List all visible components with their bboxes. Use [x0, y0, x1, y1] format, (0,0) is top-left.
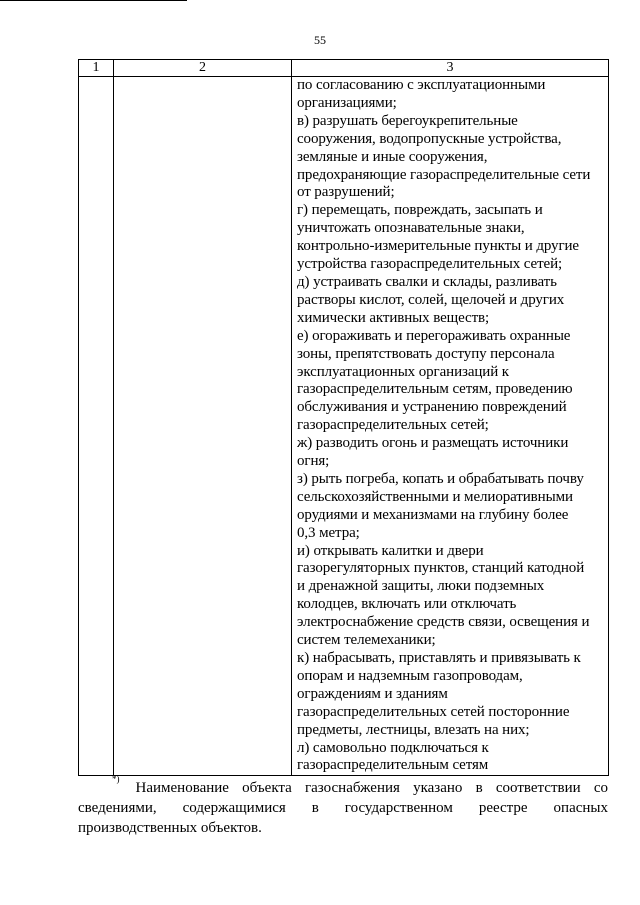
- column-header-2: 2: [114, 60, 292, 77]
- text-line: сельскохозяйственными и мелиоративными: [297, 488, 573, 505]
- text-line: огня;: [297, 453, 330, 470]
- text-line: колодцев, включать или отключать: [297, 596, 517, 613]
- footnote-marker: *): [112, 774, 120, 784]
- text-line: сооружения, водопропускные устройства,: [297, 130, 562, 147]
- text-line: л) самовольно подключаться к: [297, 739, 489, 756]
- text-line: газораспределительным сетям: [297, 757, 489, 774]
- text-line: от разрушений;: [297, 184, 395, 201]
- footnote-line-1: [78, 774, 608, 798]
- text-line: по согласованию с эксплуатационными: [297, 77, 546, 93]
- text-line: и) открывать калитки и двери: [297, 542, 484, 559]
- text-line: и дренажной защиты, люки подземных: [297, 578, 545, 595]
- requirements-table: [78, 59, 609, 776]
- footnote-line-1-text: Наименование объекта газоснабжения указано в соответствии со: [135, 780, 608, 796]
- column-header-1: 1: [79, 60, 114, 77]
- text-line: е) огораживать и перегораживать охранные: [297, 327, 571, 344]
- footnote-line-3: производственных объектов.: [78, 820, 262, 836]
- table-cell-column-1: [79, 77, 114, 776]
- restrictions-list-text: [292, 77, 608, 775]
- text-line: организациями;: [297, 94, 397, 111]
- footnote: [78, 774, 608, 838]
- text-line: опорам и надземным газопроводам,: [297, 667, 523, 684]
- table-cell-column-2: [114, 77, 292, 776]
- text-line: уничтожать опознавательные знаки,: [297, 220, 525, 237]
- text-line: предметы, лестницы, влезать на них;: [297, 721, 530, 738]
- text-line: ограждениям и зданиям: [297, 685, 448, 702]
- page-number: 55: [314, 33, 326, 47]
- text-line: 0,3 метра;: [297, 524, 360, 541]
- text-line: орудиями и механизмами на глубину более: [297, 506, 569, 523]
- text-line: обслуживания и устранению повреждений: [297, 399, 567, 416]
- text-line: эксплуатационных организаций к: [297, 363, 509, 380]
- text-line: в) разрушать берегоукрепительные: [297, 112, 518, 129]
- text-line: з) рыть погреба, копать и обрабатывать почву: [297, 470, 584, 487]
- text-line: газорегуляторных пунктов, станций катодной: [297, 560, 585, 577]
- text-line: устройства газораспределительных сетей;: [297, 256, 563, 273]
- table-header-row: [79, 60, 609, 77]
- text-line: газораспределительных сетей посторонние: [297, 703, 570, 720]
- header-rule: [0, 0, 187, 1]
- text-line: растворы кислот, солей, щелочей и других: [297, 291, 565, 308]
- text-line: земляные и иные сооружения,: [297, 148, 488, 165]
- text-line: систем телемеханики;: [297, 632, 436, 649]
- table-cell-column-3: [292, 77, 609, 776]
- text-line: г) перемещать, повреждать, засыпать и: [297, 202, 543, 219]
- text-line: к) набрасывать, приставлять и привязывать к: [297, 650, 581, 666]
- text-line: контрольно-измерительные пункты и другие: [297, 238, 579, 255]
- text-line: электроснабжение средств связи, освещения и: [297, 614, 590, 631]
- text-line: д) устраивать свалки и склады, разливать: [297, 273, 557, 290]
- table-row: [79, 77, 609, 776]
- text-line: зоны, препятствовать доступу персонала: [297, 345, 555, 362]
- text-line: газораспределительных сетей;: [297, 417, 489, 434]
- text-line: предохраняющие газораспределительные сети: [297, 166, 591, 183]
- text-line: химически активных веществ;: [297, 309, 490, 326]
- column-header-3: 3: [292, 60, 609, 77]
- footnote-line-2: сведениями, содержащимися в государственном реестре опасных: [78, 800, 608, 816]
- text-line: ж) разводить огонь и размещать источники: [297, 435, 569, 452]
- text-line: газораспределительным сетям, проведению: [297, 381, 573, 398]
